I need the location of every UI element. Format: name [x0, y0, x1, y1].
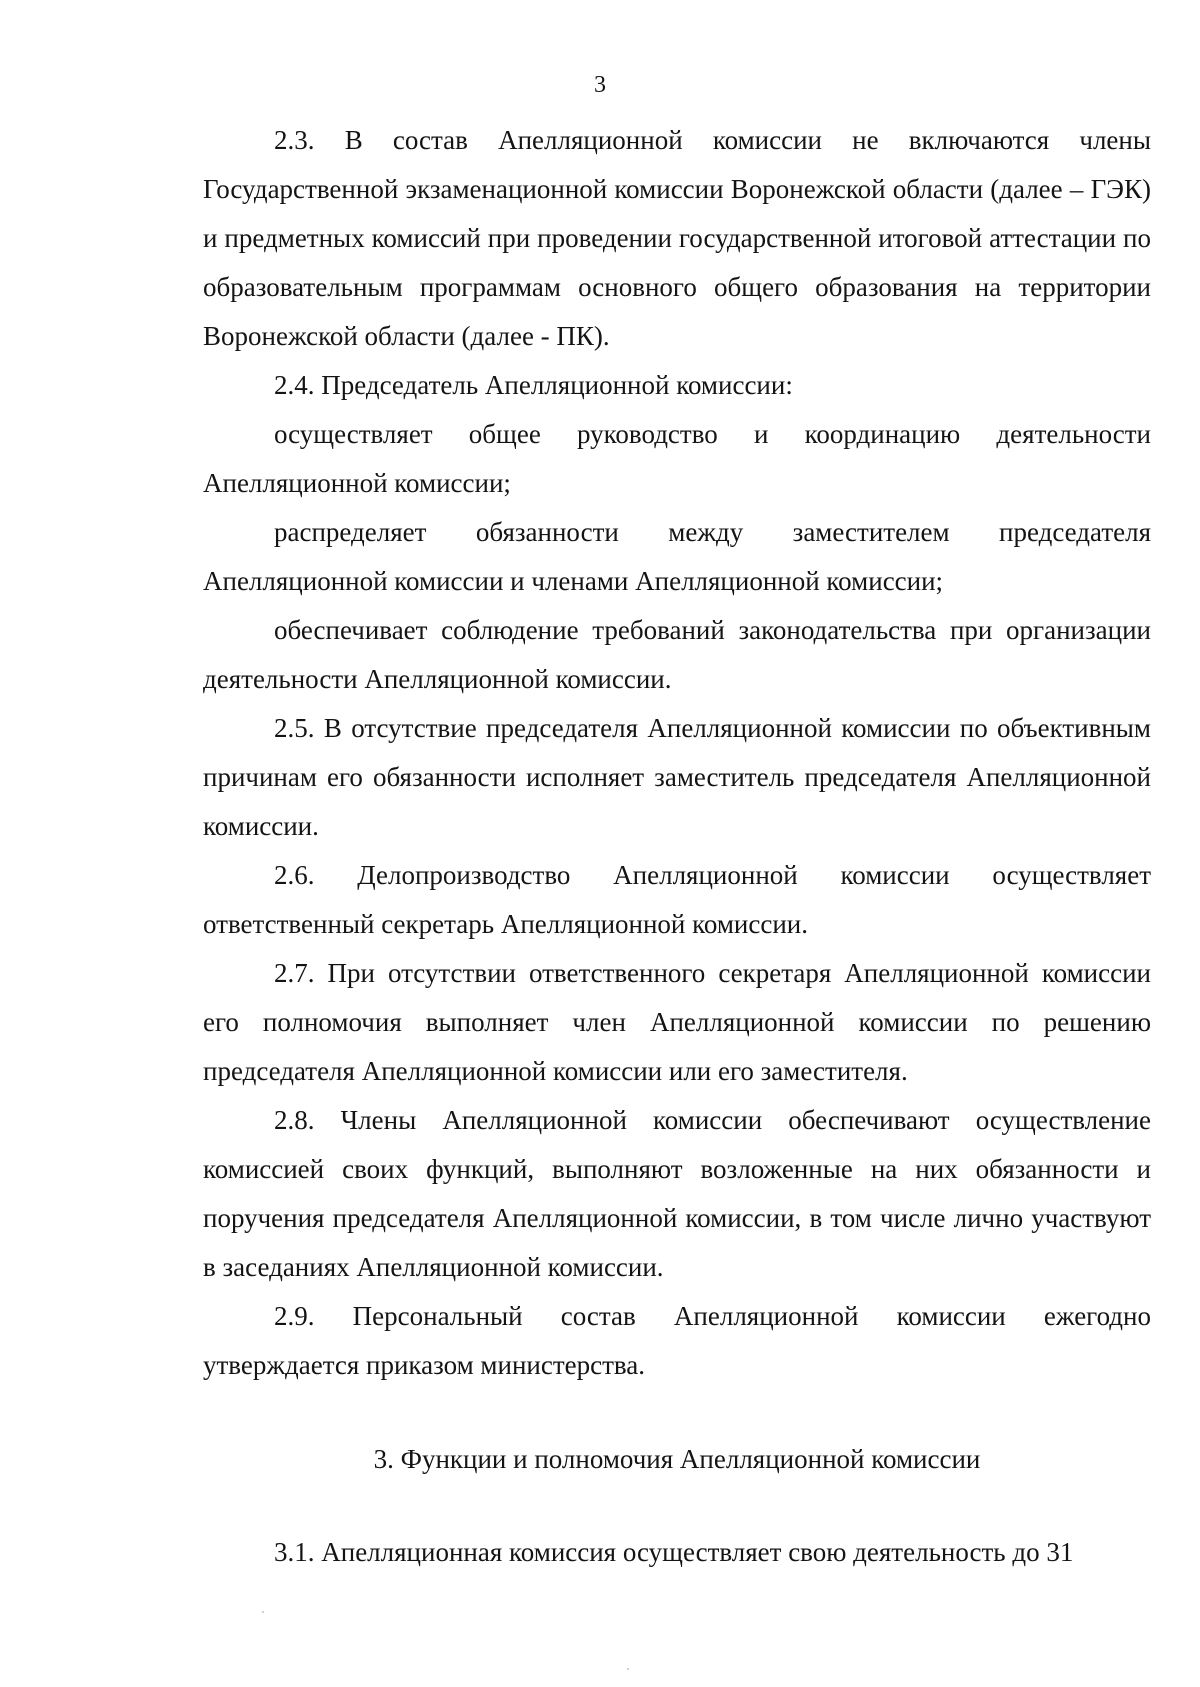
paragraph-3-1: 3.1. Апелляционная комиссия осуществляет свою деятельность до 31: [274, 1537, 1074, 1567]
paragraph-2-8: 2.8. Члены Апелляционной комиссии обеспечивают осуществление комиссией своих функций, выполняют возложенные на них обязанности и поручения председателя Апелляционной комиссии, в том числе лично участвуют в заседаниях Апелляционной комиссии.: [203, 1105, 1151, 1282]
paragraph-chair-duty-2: распределяет обязанности между заместителем председателя Апелляционной комиссии и членами Апелляционной комиссии;: [203, 517, 1151, 596]
paragraph-2-5: 2.5. В отсутствие председателя Апелляционной комиссии по объективным причинам его обязанности исполняет заместитель председателя Апелляционной комиссии.: [203, 713, 1151, 841]
page-number: 3: [594, 72, 606, 98]
paragraph-chair-duty-1: осуществляет общее руководство и координацию деятельности Апелляционной комиссии;: [203, 419, 1151, 498]
paragraph-2-9: 2.9. Персональный состав Апелляционной комиссии ежегодно утверждается приказом министерства.: [203, 1301, 1151, 1380]
paragraph-chair-duty-3: обеспечивает соблюдение требований законодательства при организации деятельности Апелляционной комиссии.: [203, 615, 1151, 694]
paragraph-2-6: 2.6. Делопроизводство Апелляционной комиссии осуществляет ответственный секретарь Апелляционной комиссии.: [203, 860, 1151, 939]
scan-speck: [262, 1611, 264, 1613]
section-heading: 3. Функции и полномочия Апелляционной комиссии: [373, 1444, 981, 1474]
document-body: [203, 116, 1151, 1577]
scan-speck: [627, 1668, 629, 1670]
paragraph-2-4: 2.4. Председатель Апелляционной комиссии:: [274, 370, 793, 400]
paragraph-2-3: 2.3. В состав Апелляционной комиссии не включаются члены Государственной экзаменационной комиссии Воронежской области (далее – ГЭК) и предметных комиссий при проведении государственной итоговой аттестации по образовательным программам основного общего образования на территории Воронежской области (далее - ПК).: [203, 125, 1151, 351]
paragraph-2-7: 2.7. При отсутствии ответственного секретаря Апелляционной комиссии его полномочия выполняет член Апелляционной комиссии по решению председателя Апелляционной комиссии или его заместителя.: [203, 958, 1151, 1086]
